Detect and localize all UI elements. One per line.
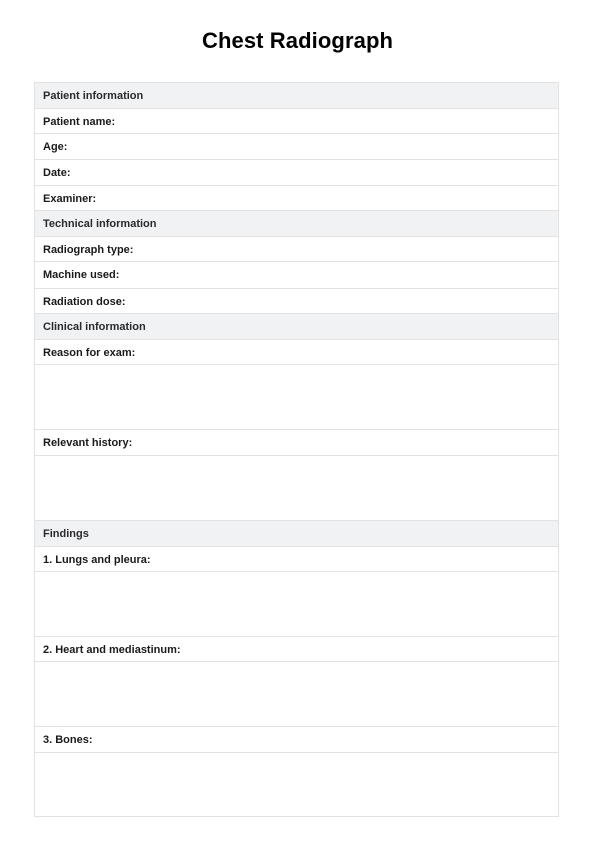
radiograph-type-field[interactable]: Radiograph type: (35, 237, 558, 262)
date-field[interactable]: Date: (35, 160, 558, 186)
machine-used-field[interactable]: Machine used: (35, 262, 558, 289)
patient-name-field[interactable]: Patient name: (35, 109, 558, 134)
radiograph-form (34, 82, 559, 817)
bones-area[interactable] (35, 753, 558, 816)
lungs-and-pleura-label: 1. Lungs and pleura: (35, 547, 558, 572)
examiner-field[interactable]: Examiner: (35, 186, 558, 211)
age-field[interactable]: Age: (35, 134, 558, 160)
radiation-dose-field[interactable]: Radiation dose: (35, 289, 558, 314)
reason-for-exam-area[interactable] (35, 365, 558, 430)
heart-and-mediastinum-area[interactable] (35, 662, 558, 727)
relevant-history-area[interactable] (35, 456, 558, 521)
heart-and-mediastinum-label: 2. Heart and mediastinum: (35, 637, 558, 662)
section-header-clinical-information: Clinical information (35, 314, 558, 340)
bones-label: 3. Bones: (35, 727, 558, 753)
page-title: Chest Radiograph (201, 28, 394, 53)
section-header-findings: Findings (35, 521, 558, 547)
section-header-technical-information: Technical information (35, 211, 558, 237)
lungs-and-pleura-area[interactable] (35, 572, 558, 637)
section-header-patient-information: Patient information (35, 83, 558, 109)
reason-for-exam-label: Reason for exam: (35, 340, 558, 365)
relevant-history-label: Relevant history: (35, 430, 558, 456)
